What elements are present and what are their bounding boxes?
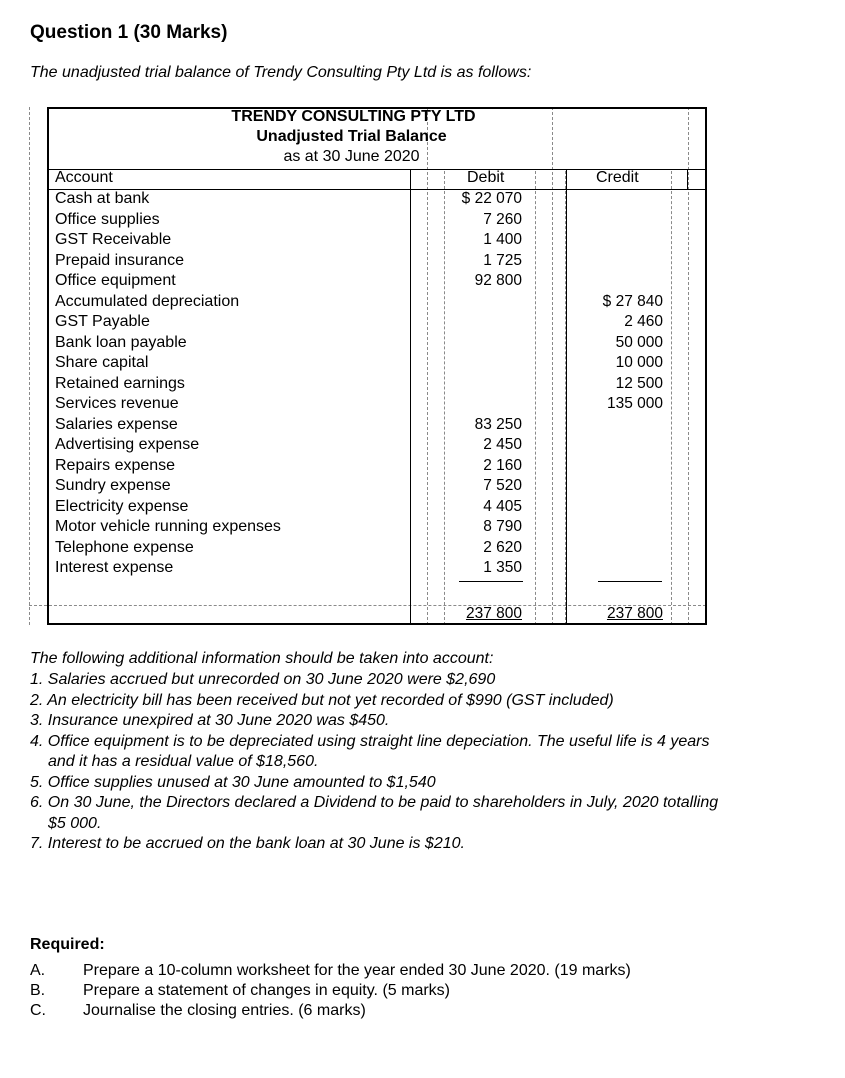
debit-amount: 2 160 bbox=[483, 456, 522, 474]
account-name: GST Payable bbox=[55, 313, 150, 330]
account-name: Repairs expense bbox=[55, 456, 176, 474]
account-name: Services revenue bbox=[55, 395, 179, 412]
company-name: TRENDY CONSULTING PTY LTD bbox=[231, 108, 476, 125]
account-name: Telephone expense bbox=[55, 538, 194, 556]
debit-header: Debit bbox=[467, 169, 505, 186]
required-letter: C. bbox=[30, 1002, 46, 1019]
grid-line bbox=[444, 171, 445, 625]
table-right-border bbox=[705, 107, 707, 625]
account-header: Account bbox=[55, 169, 113, 186]
grid-line bbox=[671, 171, 672, 625]
account-name: Prepaid insurance bbox=[55, 251, 184, 269]
table-left-border bbox=[47, 107, 49, 625]
credit-amount: 12 500 bbox=[615, 374, 663, 392]
credit-header: Credit bbox=[596, 169, 639, 186]
debit-amount: 2 450 bbox=[483, 436, 522, 453]
debit-amount: 83 250 bbox=[474, 415, 522, 433]
info-item: 6. On 30 June, the Directors declared a Dividend to be paid to shareholders in July, 2020 totalling bbox=[30, 794, 719, 811]
account-name: Cash at bank bbox=[55, 190, 150, 207]
intro-text: The unadjusted trial balance of Trendy Consulting Pty Ltd is as follows: bbox=[30, 64, 532, 81]
credit-amount: 50 000 bbox=[615, 333, 663, 351]
account-name: Share capital bbox=[55, 354, 149, 371]
debit-amount: 7 260 bbox=[483, 210, 522, 228]
info-item: 1. Salaries accrued but unrecorded on 30 June 2020 were $2,690 bbox=[30, 671, 496, 688]
debit-amount: 7 520 bbox=[483, 477, 522, 494]
account-name: Bank loan payable bbox=[55, 333, 187, 351]
required-item: Journalise the closing entries. (6 marks) bbox=[83, 1002, 366, 1019]
required-item: Prepare a 10-column worksheet for the year ended 30 June 2020. (19 marks) bbox=[83, 962, 631, 979]
info-item: 2. An electricity bill has been received but not yet recorded of $990 (GST included) bbox=[30, 691, 614, 709]
grid-line bbox=[29, 605, 706, 606]
credit-amount: 10 000 bbox=[615, 354, 663, 371]
debit-amount: 8 790 bbox=[483, 518, 522, 535]
info-item: 5. Office supplies unused at 30 June amounted to $1,540 bbox=[30, 773, 436, 791]
credit-col-end bbox=[687, 169, 688, 190]
debit-col-divider bbox=[410, 169, 411, 625]
grid-line bbox=[535, 171, 536, 625]
debit-total: 237 800 bbox=[465, 605, 522, 622]
info-item: 4. Office equipment is to be depreciated using straight line depeciation. The useful life is 4 years bbox=[30, 732, 710, 750]
debit-amount: 1 725 bbox=[483, 251, 522, 269]
grid-line bbox=[29, 107, 30, 625]
required-letter: A. bbox=[30, 962, 46, 979]
account-name: GST Receivable bbox=[55, 231, 172, 248]
debit-total-rule bbox=[459, 581, 523, 582]
account-name: Accumulated depreciation bbox=[55, 292, 240, 310]
account-name: Motor vehicle running expenses bbox=[55, 518, 281, 535]
trial-balance-title: Unadjusted Trial Balance bbox=[256, 128, 447, 145]
credit-col-divider bbox=[566, 169, 567, 625]
required-letter: B. bbox=[30, 982, 46, 999]
debit-amount: 1 350 bbox=[483, 559, 522, 576]
debit-amount: 4 405 bbox=[483, 497, 522, 515]
trial-balance-date: as at 30 June 2020 bbox=[283, 148, 420, 165]
credit-total-rule bbox=[598, 581, 662, 582]
account-name: Retained earnings bbox=[55, 374, 185, 392]
required-title: Required: bbox=[30, 936, 105, 953]
debit-amount: $ 22 070 bbox=[461, 190, 522, 207]
trial-balance-table bbox=[29, 107, 706, 625]
credit-total: 237 800 bbox=[606, 605, 663, 622]
credit-amount: 135 000 bbox=[606, 395, 663, 412]
info-item: 3. Insurance unexpired at 30 June 2020 was $450. bbox=[30, 712, 390, 729]
account-name: Interest expense bbox=[55, 559, 174, 576]
debit-amount: 1 400 bbox=[483, 231, 522, 248]
grid-line bbox=[552, 107, 553, 625]
info-item-continuation: $5 000. bbox=[48, 814, 102, 832]
account-name: Office equipment bbox=[55, 272, 176, 289]
account-name: Electricity expense bbox=[55, 497, 189, 515]
account-name: Sundry expense bbox=[55, 477, 171, 494]
additional-info-heading: The following additional information should be taken into account: bbox=[30, 650, 494, 667]
table-bottom-border bbox=[47, 623, 707, 625]
info-item-continuation: and it has a residual value of $18,560. bbox=[48, 753, 319, 770]
info-item: 7. Interest to be accrued on the bank loan at 30 June is $210. bbox=[30, 835, 465, 852]
account-name: Advertising expense bbox=[55, 436, 200, 453]
question-title: Question 1 (30 Marks) bbox=[30, 22, 228, 43]
grid-line bbox=[688, 107, 689, 625]
grid-line bbox=[427, 107, 428, 625]
credit-amount: 2 460 bbox=[624, 313, 663, 330]
account-name: Office supplies bbox=[55, 210, 160, 228]
debit-amount: 2 620 bbox=[483, 538, 522, 556]
credit-amount: $ 27 840 bbox=[602, 292, 663, 310]
required-item: Prepare a statement of changes in equity. (5 marks) bbox=[83, 982, 450, 999]
account-name: Salaries expense bbox=[55, 415, 178, 433]
debit-amount: 92 800 bbox=[474, 272, 522, 289]
